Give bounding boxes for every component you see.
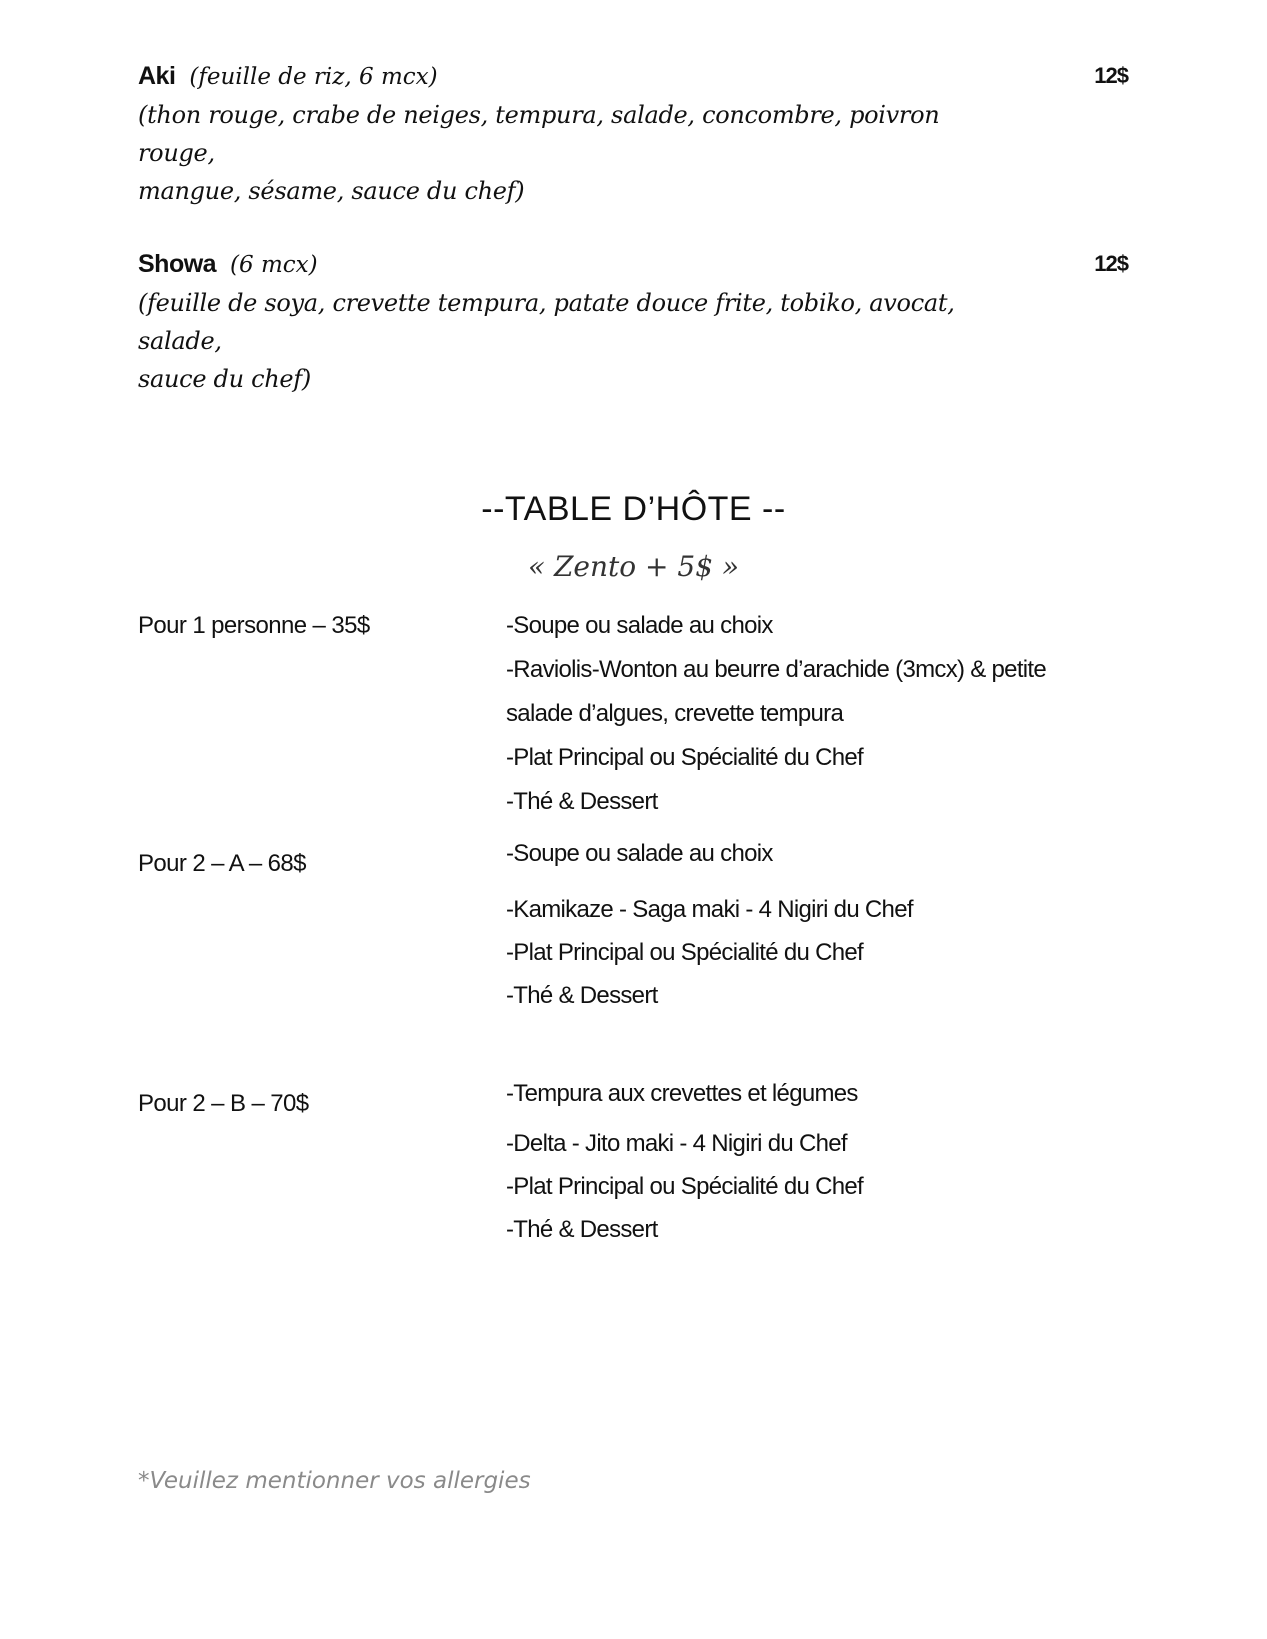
item-quantity: (feuille de riz, 6 mcx): [189, 64, 438, 90]
item-description: [138, 96, 998, 210]
course-line: -Soupe ou salade au choix: [506, 612, 773, 639]
course-line: -Tempura aux crevettes et légumes: [506, 1080, 858, 1107]
allergy-footnote: *Veuillez mentionner vos allergies: [138, 1468, 531, 1494]
menu-courses: [506, 612, 1126, 832]
course-line: -Plat Principal ou Spécialité du Chef: [506, 939, 863, 966]
menu-label: Pour 2 – B – 70$: [138, 1090, 309, 1117]
menu-courses: [506, 1080, 1126, 1259]
item-description-line: (feuille de soya, crevette tempura, patate douce frite, tobiko, avocat, salade,: [138, 289, 955, 355]
table-hote-subtitle: « Zento + 5$ »: [527, 550, 740, 583]
item-price: 12$: [1094, 251, 1128, 276]
course-line: -Plat Principal ou Spécialité du Chef: [506, 1173, 863, 1200]
menu-item-header: [138, 56, 1128, 96]
item-description-line: mangue, sésame, sauce du chef): [138, 177, 525, 205]
menu-label: Pour 1 personne – 35$: [138, 612, 370, 639]
item-description-line: sauce du chef): [138, 365, 311, 393]
course-line: -Thé & Dessert: [506, 982, 658, 1009]
menu-item-aki: [138, 56, 1128, 210]
course-line: -Plat Principal ou Spécialité du Chef: [506, 744, 863, 771]
course-line: -Soupe ou salade au choix: [506, 840, 773, 867]
item-name: Showa: [138, 250, 217, 278]
course-line: salade d’algues, crevette tempura: [506, 700, 844, 727]
table-hote-title: --TABLE D’HÔTE --: [481, 490, 786, 528]
course-line: -Thé & Dessert: [506, 788, 658, 815]
item-description-line: (thon rouge, crabe de neiges, tempura, salade, concombre, poivron rouge,: [138, 101, 940, 167]
item-description: [138, 284, 998, 398]
course-line: -Raviolis-Wonton au beurre d’arachide (3mcx) & petite: [506, 656, 1047, 683]
item-name: Aki: [138, 62, 176, 90]
menu-item-header: [138, 244, 1128, 284]
menu-item-showa: [138, 244, 1128, 398]
item-price: 12$: [1094, 63, 1128, 88]
course-line: -Delta - Jito maki - 4 Nigiri du Chef: [506, 1130, 847, 1157]
course-line: -Thé & Dessert: [506, 1216, 658, 1243]
course-line: -Kamikaze - Saga maki - 4 Nigiri du Chef: [506, 896, 913, 923]
menu-courses: [506, 840, 1126, 1025]
item-quantity: (6 mcx): [230, 252, 318, 278]
menu-label: Pour 2 – A – 68$: [138, 850, 306, 877]
